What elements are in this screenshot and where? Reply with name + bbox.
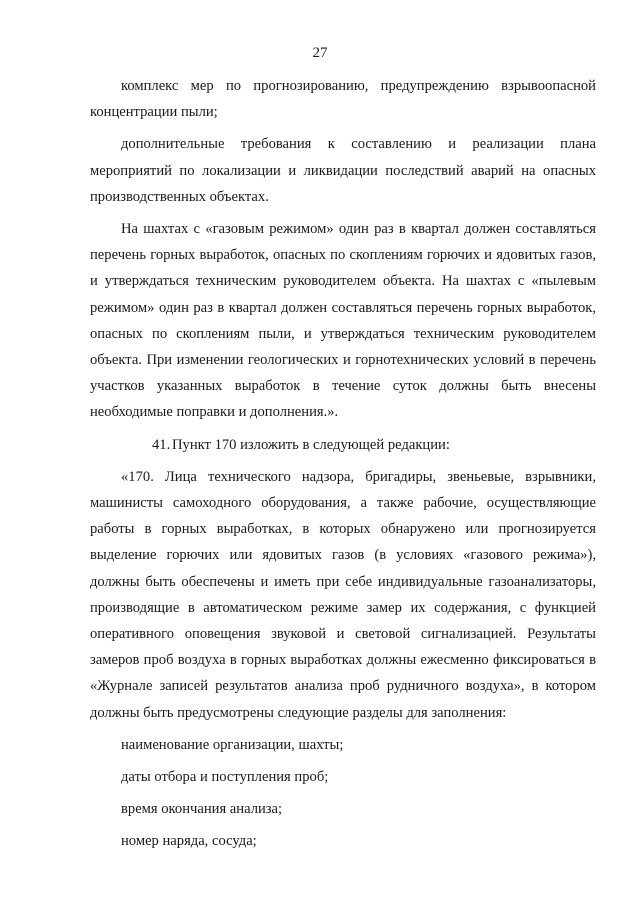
paragraph-measures: комплекс мер по прогнозированию, предупреждению взрывоопасной концентрации пыли; <box>90 78 596 121</box>
list-item: даты отбора и поступления проб; <box>121 769 329 786</box>
paragraph-mine-regimes: На шахтах с «газовым режимом» один раз в квартал должен составляться перечень горных выработок, опасных по скоплениям горючих и ядовитых газов, и утверждаться техническим руководителем объекта. На шахтах с «пылевым режимом» один раз в квартал должен составляться перечень горных выработок, опасных по скоплениям пыли, и утверждаться техническим руководителем объекта. При изменении геологических и горнотехнических условий в перечень участков указанных выработок в течение суток должны быть внесены необходимые поправки и дополнения.». <box>90 221 596 421</box>
list-item: наименование организации, шахты; <box>121 736 344 753</box>
list-item: номер наряда, сосуда; <box>121 833 257 850</box>
document-body <box>90 73 596 855</box>
list-item: время окончания анализа; <box>121 801 283 818</box>
amendment-item-text: Пункт 170 изложить в следующей редакции: <box>172 436 450 453</box>
page-number: 27 <box>312 45 328 61</box>
amendment-item-number: 41. <box>152 436 171 453</box>
paragraph-additional-requirements: дополнительные требования к составлению и реализации плана мероприятий по локализации и ликвидации последствий аварий на опасных производственных объектах. <box>90 136 596 205</box>
paragraph-quote-170: «170. Лица технического надзора, бригадиры, звеньевые, взрывники, машинисты самоходного оборудования, а также рабочие, осуществляющие работы в горных выработках, в которых обнаружено или прогнозируется выделение горючих или ядовитых газов (в условиях «газового режима»), должны быть обеспечены и иметь при себе индивидуальные газоанализаторы, производящие в автоматическом режиме замер их содержания, с функцией оперативного оповещения звуковой и световой сигнализацией. Результаты замеров проб воздуха в горных выработках должны ежесменно фиксироваться в «Журнале записей результатов анализа проб рудничного воздуха», в котором должны быть предусмотрены следующие разделы для заполнения: <box>90 468 596 721</box>
amendment-item <box>90 432 596 458</box>
